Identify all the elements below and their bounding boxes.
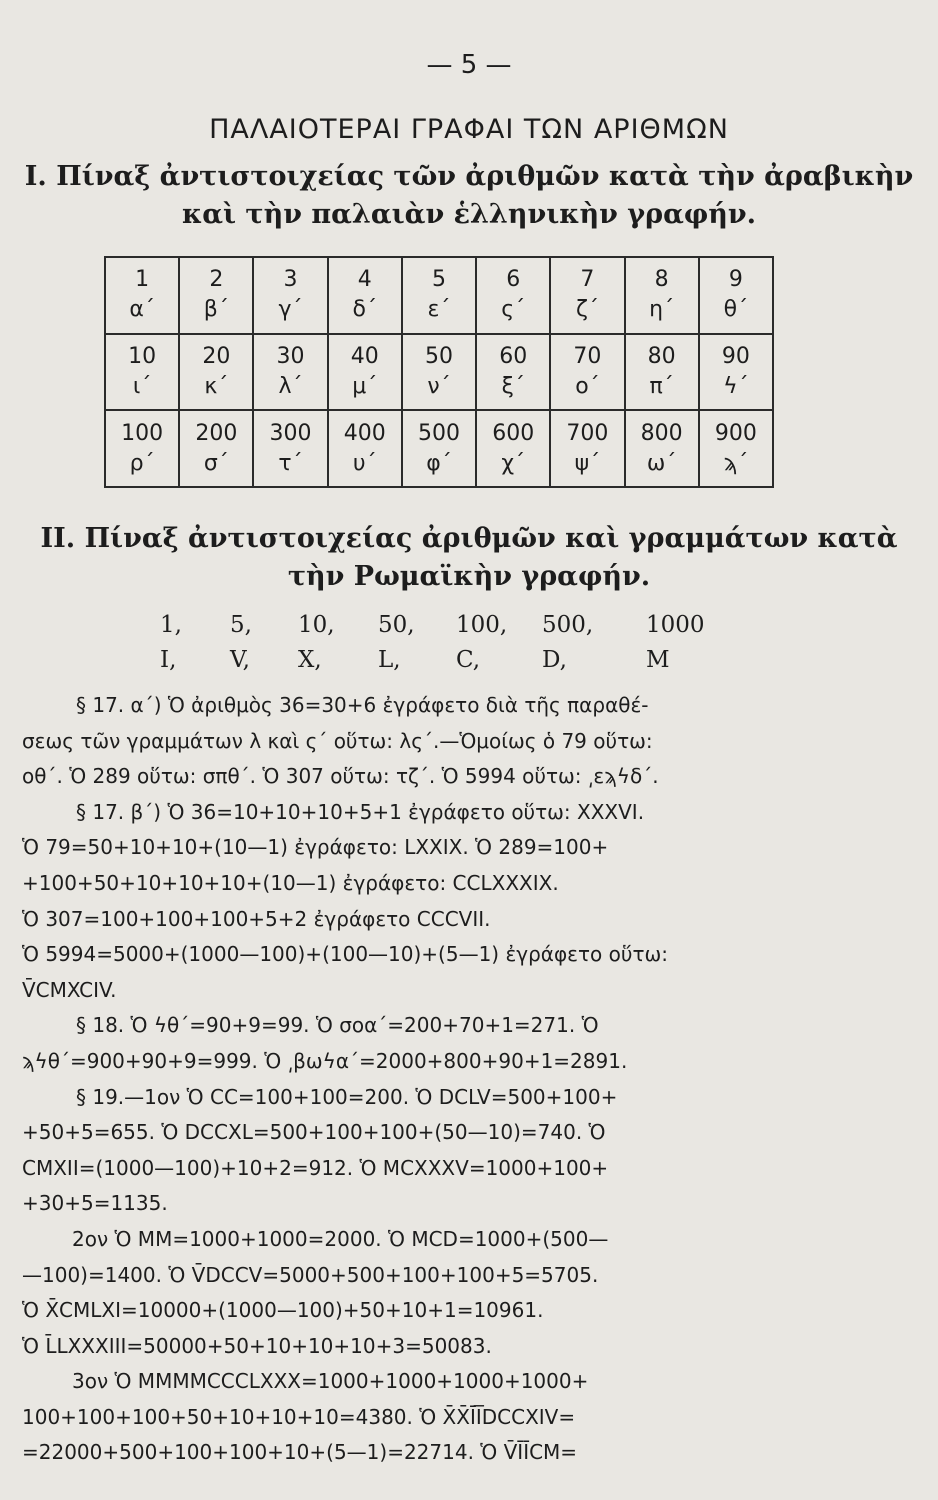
- section-1-heading: [0, 158, 938, 234]
- greek-value: ξ΄: [501, 373, 525, 399]
- body-text: [22, 688, 912, 1471]
- greek-value: ω΄: [646, 450, 677, 476]
- greek-value: τ΄: [278, 450, 303, 476]
- roman-number: 100,: [456, 612, 508, 638]
- text-line: Ὁ 307=100+100+100+5+2 ἐγράφετο CCCVII.: [22, 906, 491, 931]
- greek-value: ε΄: [427, 297, 451, 323]
- text-line: § 19.—1ον Ὁ CC=100+100=200. Ὁ DCLV=500+100+: [76, 1084, 618, 1109]
- table-cell: [699, 410, 773, 487]
- text-line: V̄CMXCIV.: [22, 977, 117, 1002]
- arabic-value: 700: [566, 420, 609, 446]
- text-line: οθ΄. Ὁ 289 οὕτω: σπθ΄. Ὁ 307 οὕτω: τζ΄. Ὁ 5994 οὕτω: ͵εϡϟδ΄.: [22, 764, 659, 789]
- text-line: +30+5=1135.: [22, 1191, 168, 1216]
- table-cell: [179, 257, 253, 334]
- greek-value: κ΄: [204, 373, 229, 399]
- table-cell: [402, 334, 476, 411]
- arabic-value: 8: [654, 267, 669, 293]
- table-row: [105, 410, 773, 487]
- text-line: Ὁ X̄CMLXI=10000+(1000—100)+50+10+1=10961.: [22, 1298, 544, 1323]
- text-line: σεως τῶν γραμμάτων λ καὶ ς΄ οὕτω: λς΄.—Ὁμοίως ὁ 79 οὕτω:: [22, 728, 653, 753]
- table-cell: [328, 334, 402, 411]
- greek-value: ρ΄: [129, 450, 155, 476]
- roman-number: 500,: [542, 612, 594, 638]
- text-line: Ὁ 79=50+10+10+(10—1) ἐγράφετο: LXXIX. Ὁ 289=100+: [22, 835, 609, 860]
- arabic-value: 50: [424, 343, 453, 369]
- table-cell: [105, 257, 179, 334]
- greek-value: θ΄: [723, 297, 749, 323]
- arabic-value: 40: [350, 343, 379, 369]
- roman-number: 1000: [646, 612, 705, 638]
- greek-value: δ΄: [352, 297, 377, 323]
- text-line: —100)=1400. Ὁ V̄DCCV=5000+500+100+100+5=5705.: [22, 1262, 599, 1287]
- table-cell: [699, 257, 773, 334]
- greek-value: α΄: [129, 297, 155, 323]
- arabic-value: 60: [499, 343, 528, 369]
- table-row: [105, 257, 773, 334]
- table-cell: [179, 334, 253, 411]
- text-line: § 17. α΄) Ὁ ἀριθμὸς 36=30+6 ἐγράφετο διὰ τῆς παραθέ-: [76, 693, 649, 717]
- table-cell: [550, 410, 624, 487]
- arabic-value: 400: [343, 420, 386, 446]
- arabic-value: 6: [506, 267, 521, 293]
- text-line: § 17. β΄) Ὁ 36=10+10+10+5+1 ἐγράφετο οὕτω: XXXVI.: [76, 799, 645, 824]
- table-cell: [699, 334, 773, 411]
- greek-value: φ΄: [426, 450, 452, 476]
- section-2-line-2: τὴν Ρωμαϊκὴν γραφήν.: [287, 561, 651, 592]
- page-title: ΠΑΛΑΙΟΤΕΡΑΙ ΓΡΑΦΑΙ ΤΩΝ ΑΡΙΘΜΩΝ: [209, 114, 729, 145]
- table-cell: [476, 410, 550, 487]
- arabic-value: 2: [209, 267, 224, 293]
- arabic-value: 800: [640, 420, 683, 446]
- text-line: CMXII=(1000—100)+10+2=912. Ὁ MCXXXV=1000+100+: [22, 1155, 609, 1180]
- table-cell: [625, 257, 699, 334]
- table-cell: [476, 257, 550, 334]
- table-cell: [253, 257, 327, 334]
- arabic-value: 30: [276, 343, 305, 369]
- greek-value: λ΄: [278, 373, 303, 399]
- arabic-value: 70: [573, 343, 602, 369]
- arabic-value: 100: [121, 420, 164, 446]
- arabic-value: 5: [431, 267, 446, 293]
- table-row: [105, 334, 773, 411]
- greek-numeral-table: [104, 256, 774, 488]
- text-line: 100+100+100+50+10+10+10=4380. Ὁ X̄X̄ĪI̅DCCXIV=: [22, 1404, 576, 1429]
- arabic-value: 200: [195, 420, 238, 446]
- greek-value: η΄: [649, 297, 675, 323]
- text-line: =22000+500+100+100+10+(5—1)=22714. Ὁ V̄ĪĪCM=: [22, 1440, 578, 1465]
- text-line: Ὁ L̄LXXXIII=50000+50+10+10+10+3=50083.: [22, 1333, 492, 1358]
- arabic-value: 600: [492, 420, 535, 446]
- roman-letter: I,: [160, 647, 177, 673]
- section-1-line-2: καὶ τὴν παλαιὰν ἑλληνικὴν γραφήν.: [181, 199, 757, 230]
- greek-value: ϡ΄: [723, 450, 749, 476]
- greek-value: μ΄: [352, 373, 378, 399]
- text-line: 3ον Ὁ MMMMCCCLXXX=1000+1000+1000+1000+: [72, 1369, 589, 1394]
- text-line: Ὁ 5994=5000+(1000—100)+(100—10)+(5—1) ἐγράφετο οὕτω:: [22, 942, 668, 967]
- roman-letter: L,: [378, 647, 401, 673]
- section-1-line-1: Πίναξ ἀντιστοιχείας τῶν ἀριθμῶν κατὰ τὴν ἀραβικὴν: [56, 161, 914, 192]
- arabic-value: 4: [357, 267, 372, 293]
- table-cell: [625, 334, 699, 411]
- arabic-value: 9: [728, 267, 743, 293]
- roman-letter: C,: [456, 647, 481, 673]
- section-1-number: I.: [24, 161, 47, 192]
- table-cell: [253, 334, 327, 411]
- greek-value: β΄: [203, 297, 229, 323]
- text-line: 2ον Ὁ MM=1000+1000=2000. Ὁ MCD=1000+(500—: [72, 1226, 609, 1251]
- roman-number: 5,: [230, 612, 252, 638]
- table-cell: [402, 410, 476, 487]
- greek-value: σ΄: [203, 450, 229, 476]
- arabic-value: 500: [417, 420, 460, 446]
- arabic-value: 10: [128, 343, 157, 369]
- text-line: +50+5=655. Ὁ DCCXL=500+100+100+(50—10)=740. Ὁ: [22, 1120, 606, 1145]
- table-cell: [105, 410, 179, 487]
- section-2-line-1: Πίναξ ἀντιστοιχείας ἀριθμῶν καὶ γραμμάτων κατὰ: [84, 523, 898, 554]
- text-line: ϡϟθ΄=900+90+9=999. Ὁ ͵βωϟα΄=2000+800+90+1=2891.: [22, 1048, 628, 1073]
- roman-letter: X,: [298, 647, 322, 673]
- greek-value: π΄: [649, 373, 674, 399]
- table-cell: [476, 334, 550, 411]
- table-cell: [253, 410, 327, 487]
- arabic-value: 7: [580, 267, 595, 293]
- greek-value: χ΄: [501, 450, 526, 476]
- arabic-value: 300: [269, 420, 312, 446]
- arabic-value: 1: [135, 267, 150, 293]
- greek-value: ι΄: [132, 373, 152, 399]
- table-cell: [328, 410, 402, 487]
- table-cell: [402, 257, 476, 334]
- table-cell: [550, 334, 624, 411]
- greek-value: ϟ΄: [723, 373, 749, 399]
- table-cell: [328, 257, 402, 334]
- greek-value: ψ΄: [574, 450, 601, 476]
- page-number: — 5 —: [426, 50, 512, 80]
- greek-value: ν΄: [427, 373, 451, 399]
- roman-number: 50,: [378, 612, 415, 638]
- roman-letter: V,: [230, 647, 250, 673]
- arabic-value: 3: [283, 267, 298, 293]
- arabic-value: 90: [721, 343, 750, 369]
- greek-value: ς΄: [501, 297, 526, 323]
- roman-number: 1,: [160, 612, 182, 638]
- roman-letter: D,: [542, 647, 567, 673]
- greek-value: ο΄: [575, 373, 600, 399]
- table-cell: [105, 334, 179, 411]
- text-line: § 18. Ὁ ϟθ΄=90+9=99. Ὁ σοα΄=200+70+1=271. Ὁ: [76, 1013, 599, 1038]
- roman-number: 10,: [298, 612, 335, 638]
- section-2-heading: [0, 520, 938, 596]
- table-cell: [625, 410, 699, 487]
- arabic-value: 20: [202, 343, 231, 369]
- table-cell: [179, 410, 253, 487]
- greek-value: γ΄: [278, 297, 303, 323]
- roman-letter: M: [646, 647, 670, 673]
- greek-value: ζ΄: [575, 297, 599, 323]
- arabic-value: 80: [647, 343, 676, 369]
- section-2-number: II.: [40, 523, 76, 554]
- table-cell: [550, 257, 624, 334]
- greek-value: υ΄: [352, 450, 377, 476]
- arabic-value: 900: [714, 420, 757, 446]
- text-line: +100+50+10+10+10+(10—1) ἐγράφετο: CCLXXXIX.: [22, 870, 559, 895]
